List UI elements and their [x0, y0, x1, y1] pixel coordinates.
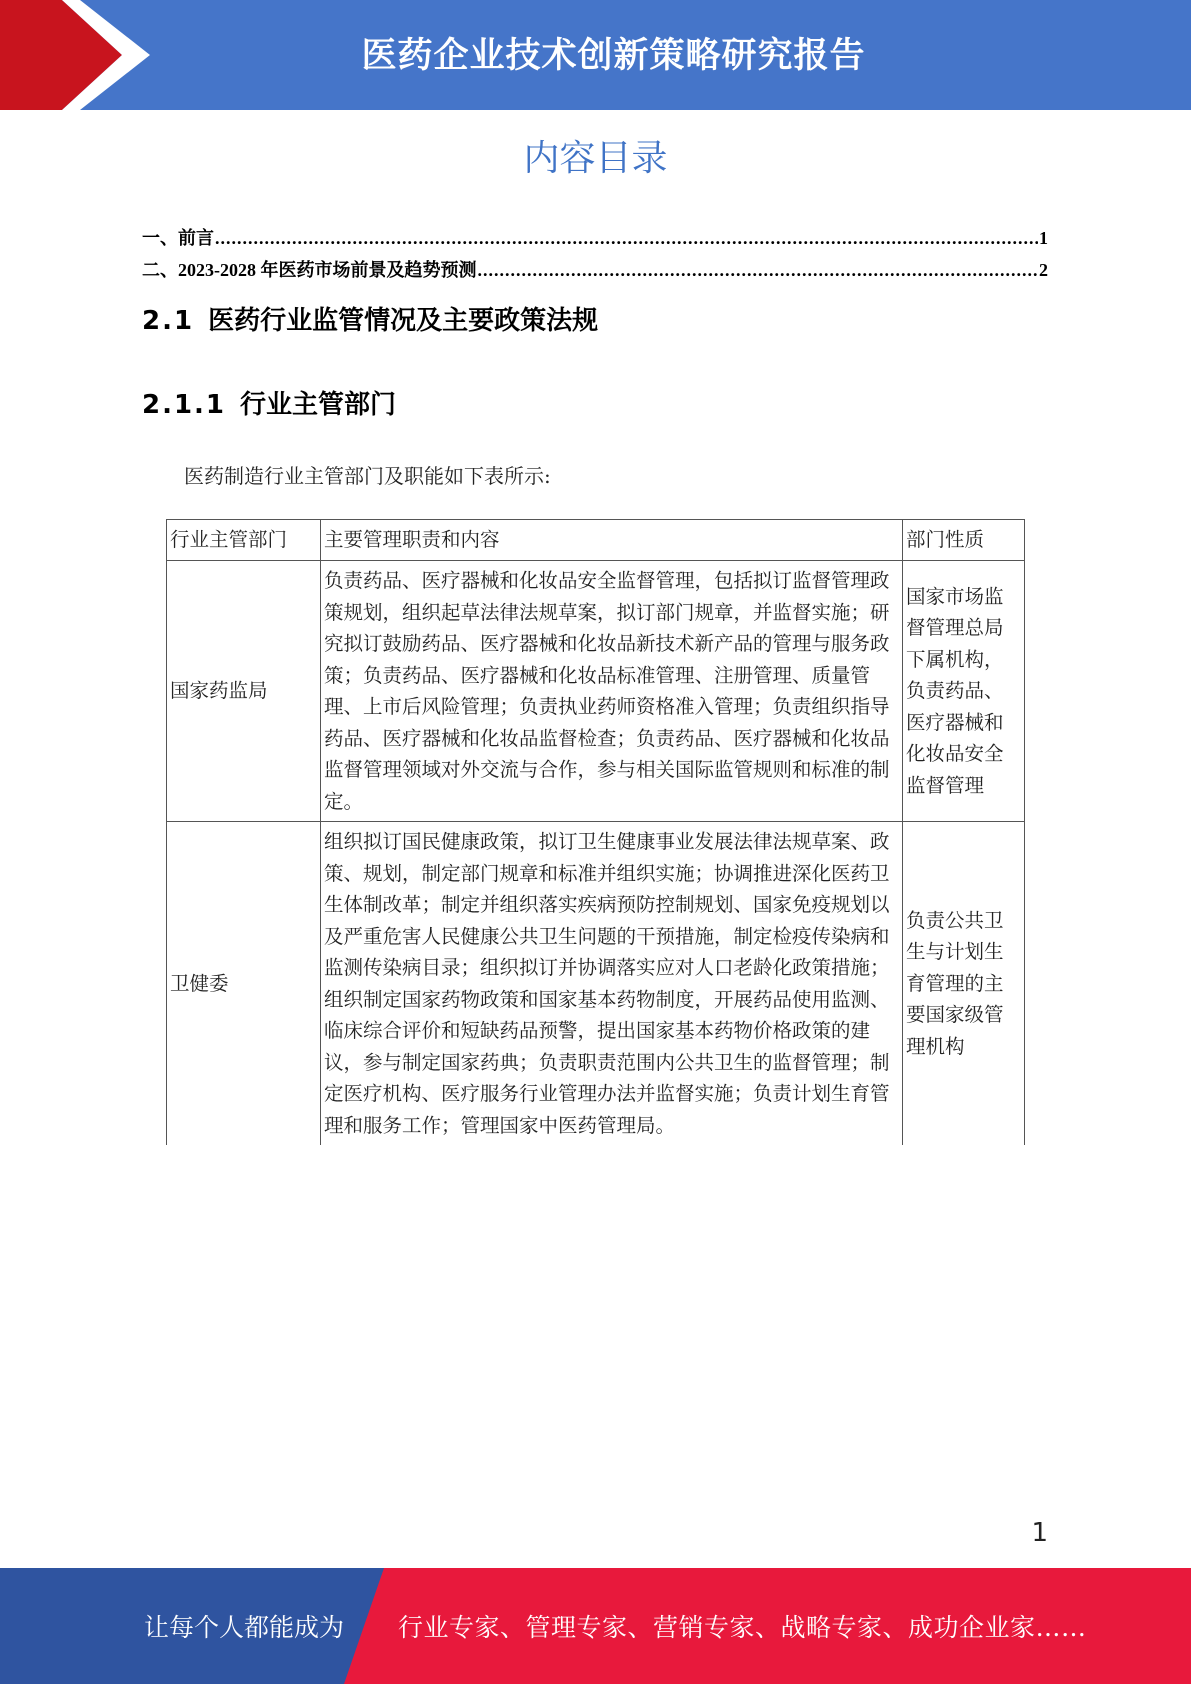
nature-cell: 国家市场监督管理总局下属机构，负责药品、医疗器械和化妆品安全监督管理 [903, 561, 1025, 822]
column-header: 行业主管部门 [167, 520, 321, 561]
header-banner [0, 0, 1191, 110]
toc-entry[interactable] [142, 256, 1048, 282]
column-header: 主要管理职责和内容 [321, 520, 903, 561]
intro-paragraph: 医药制造行业主管部门及职能如下表所示: [184, 464, 551, 488]
toc-entry-page: 2 [1039, 260, 1048, 280]
toc-entry-page: 1 [1039, 228, 1048, 248]
department-cell: 国家药监局 [167, 561, 321, 822]
department-table [166, 519, 1025, 1145]
toc-entry[interactable] [142, 224, 1048, 250]
table-header-row [167, 520, 1025, 561]
table-row [167, 822, 1025, 1146]
footer-slogan-left: 让每个人都能成为 [144, 1613, 345, 1642]
page-number: 1 [1031, 1518, 1048, 1548]
toc-entry-label: 一、前言 [142, 228, 214, 248]
table-row [167, 561, 1025, 822]
subsection-number: 2.1.1 [142, 390, 227, 420]
toc-leader-dots [478, 260, 1039, 281]
footer-slogan-right: 行业专家、管理专家、营销专家、战略专家、成功企业家…… [398, 1613, 1087, 1642]
department-cell: 卫健委 [167, 822, 321, 1146]
footer-banner [0, 1568, 1191, 1684]
section-number: 2.1 [142, 306, 195, 336]
subsection-heading [142, 384, 396, 421]
section-title: 医药行业监管情况及主要政策法规 [208, 306, 599, 336]
nature-cell: 负责公共卫生与计划生育管理的主要国家级管理机构 [903, 822, 1025, 1146]
section-heading [142, 300, 598, 337]
duties-cell: 组织拟订国民健康政策，拟订卫生健康事业发展法律法规草案、政策、规划，制定部门规章和标准并组织实施；协调推进深化医药卫生体制改革；制定并组织落实疾病预防控制规划、国家免疫规划以及严重危害人民健康公共卫生问题的干预措施，制定检疫传染病和监测传染病目录；组织拟订并协调落实应对人口老龄化政策措施；组织制定国家药物政策和国家基本药物制度，开展药品使用监测、临床综合评价和短缺药品预警，提出国家基本药物价格政策的建议，参与制定国家药典；负责职责范围内公共卫生的监督管理；制定医疗机构、医疗服务行业管理办法并监督实施；负责计划生育管理和服务工作；管理国家中医药管理局。 [321, 822, 903, 1146]
duties-cell: 负责药品、医疗器械和化妆品安全监督管理，包括拟订监督管理政策规划，组织起草法律法规草案，拟订部门规章，并监督实施；研究拟订鼓励药品、医疗器械和化妆品新技术新产品的管理与服务政策；负责药品、医疗器械和化妆品标准管理、注册管理、质量管理、上市后风险管理；负责执业药师资格准入管理；负责组织指导药品、医疗器械和化妆品监督检查；负责药品、医疗器械和化妆品监督管理领域对外交流与合作，参与相关国际监管规则和标准的制定。 [321, 561, 903, 822]
subsection-title: 行业主管部门 [240, 390, 397, 420]
column-header: 部门性质 [903, 520, 1025, 561]
toc-entry-label: 二、2023-2028 年医药市场前景及趋势预测 [142, 260, 477, 280]
report-title: 医药企业技术创新策略研究报告 [361, 36, 866, 76]
toc-title: 内容目录 [523, 138, 668, 179]
toc-leader-dots [215, 228, 1038, 249]
